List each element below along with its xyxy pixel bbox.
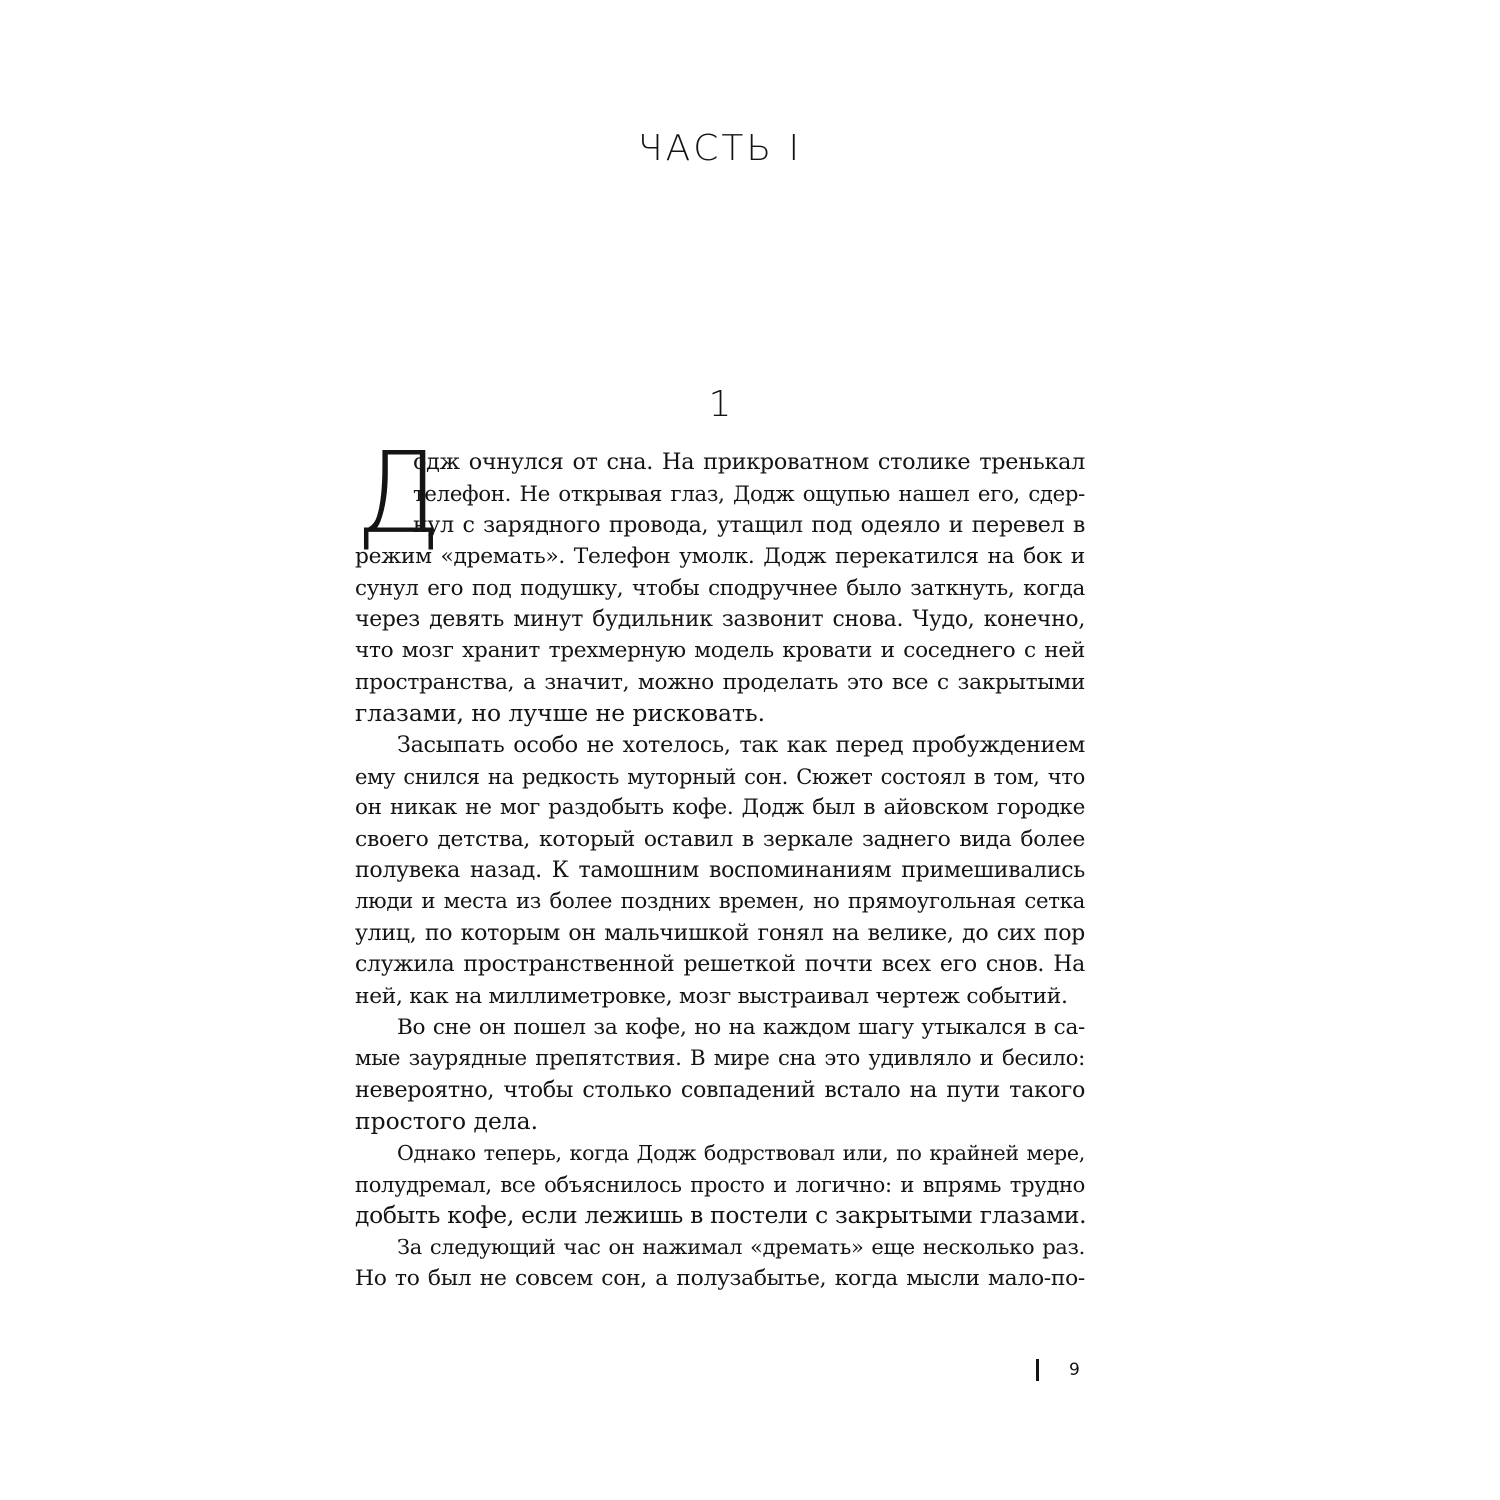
text-line: служила пространственной решеткой почти всех его снов. На [355,952,1085,978]
text-line: мые заурядные препятствия. В мире сна это удивляло и бесило: [355,1046,1085,1072]
text-line: своего детства, который оставил в зеркале заднего вида более [355,826,1085,852]
page-number: 9 [1069,1360,1080,1380]
page-footer [1036,1357,1080,1383]
chapter-body-text [355,429,1087,1295]
text-line: люди и места из более поздних времен, но прямоугольная сетка [355,889,1085,915]
text-line: За следующий час он нажимал «дремать» еще несколько раз. [397,1234,1085,1259]
text-line: ему снился на редкость муторный сон. Сюжет состоял в том, что [355,763,1085,789]
text-line: он никак не мог раздобыть кофе. Додж был в айовском городке [355,795,1085,821]
text-line: нул с зарядного провода, утащил под одеяло и перевел в [413,511,1085,538]
text-line: невероятно, чтобы столько совпадений встало на пути такого [355,1076,1085,1103]
text-line: Однако теперь, когда Додж бодрствовал или, по крайней мере, [397,1140,1085,1165]
text-line: полувека назад. К тамошним воспоминаниям примешивались [355,858,1085,884]
part-title: ЧАСТЬ I [637,128,803,169]
drop-cap-letter: Д [355,429,442,559]
footer-divider [1036,1359,1039,1381]
text-line: что мозг хранит трехмерную модель кровати и соседнего с ней [355,638,1085,664]
text-line: пространства, а значит, можно проделать это все с закрытыми [355,669,1085,695]
text-line: улиц, по которым он мальчишкой гонял на велике, до сих пор [355,920,1085,946]
text-line: режим «дремать». Телефон умолк. Додж перекатился на бок и [355,544,1085,570]
text-line: Но то был не совсем сон, а полузабытье, когда мысли мало-по- [355,1266,1085,1292]
text-line: глазами, но лучше не рисковать. [355,699,766,728]
text-line: полудремал, все объяснилось просто и логично: и впрямь трудно [355,1171,1085,1197]
text-line: простого дела. [355,1107,539,1136]
chapter-number: 1 [708,384,732,425]
text-line: телефон. Не открывая глаз, Додж ощупью нашел его, сдер- [413,481,1085,507]
text-line: Засыпать особо не хотелось, так как перед пробуждением [397,731,1085,758]
text-line: одж очнулся от сна. На прикроватном столике тренькал [413,449,1085,475]
text-line: добыть кофе, если лежишь в постели с закрытыми глазами. [355,1201,1087,1230]
text-line: ней, как на миллиметровке, мозг выстраивал чертеж событий. [355,983,1068,1009]
text-line: через девять минут будильник зазвонит снова. Чудо, конечно, [355,606,1085,632]
text-line: сунул его под подушку, чтобы сподручнее было заткнуть, когда [355,575,1085,601]
text-line: Во сне он пошел за кофе, но на каждом шагу утыкался в са- [397,1015,1085,1041]
